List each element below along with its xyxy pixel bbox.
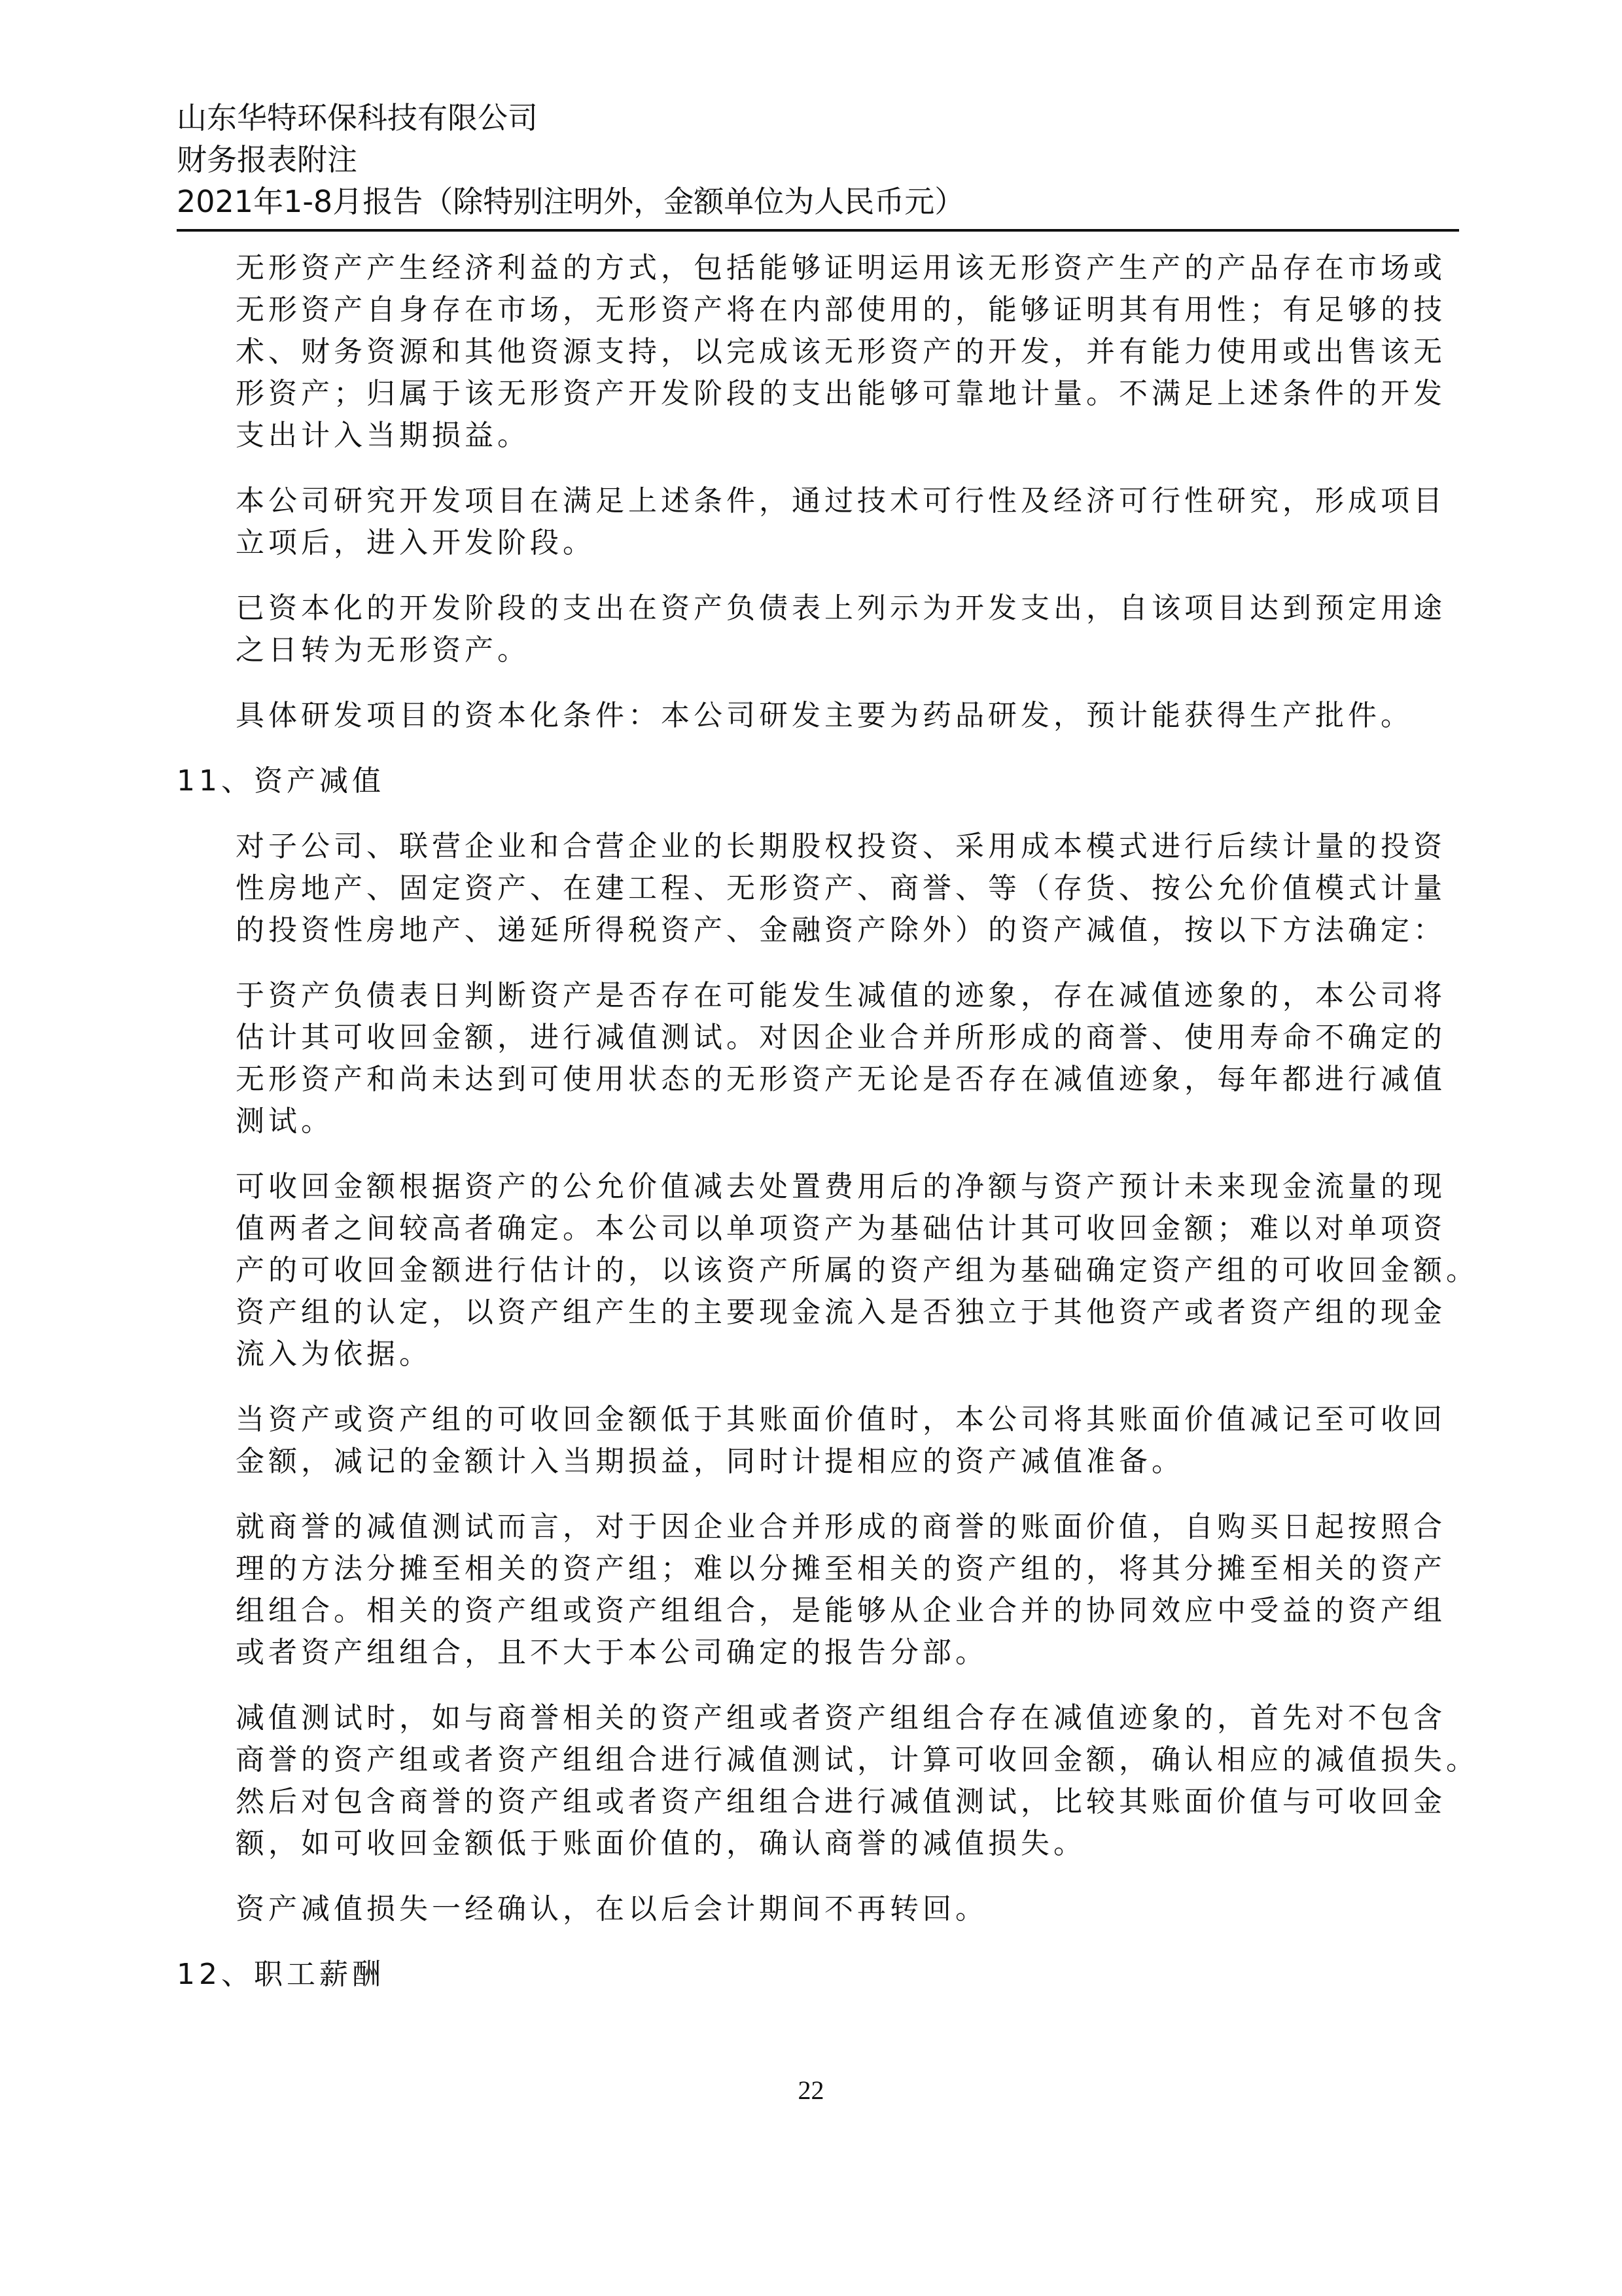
paragraph-line: 当资产或资产组的可收回金额低于其账面价值时，本公司将其账面价值减记至可收回 [236,1403,1446,1436]
paragraph-line: 流入为依据。 [236,1337,432,1371]
report-period: 2021年1-8月报告（除特别注明外，金额单位为人民币元） [177,184,965,219]
paragraph-line: 于资产负债表日判断资产是否存在可能发生减值的迹象，存在减值迹象的，本公司将 [236,979,1446,1012]
paragraph-line: 然后对包含商誉的资产组或者资产组组合进行减值测试，比较其账面价值与可收回金 [236,1785,1446,1818]
paragraph-line: 值两者之间较高者确定。本公司以单项资产为基础估计其可收回金额；难以对单项资 [236,1212,1446,1245]
paragraph-line: 支出计入当期损益。 [236,419,530,452]
paragraph [236,826,1453,951]
paragraph-line: 理的方法分摊至相关的资产组；难以分摊至相关的资产组的，将其分摊至相关的资产 [236,1552,1446,1585]
page-header [177,97,1459,222]
paragraph [236,1888,1453,1930]
document-body [177,247,1479,2019]
paragraph [236,247,1453,457]
paragraph-line: 估计其可收回金额，进行减值测试。对因企业合并所形成的商誉、使用寿命不确定的 [236,1021,1446,1054]
section-heading: 12、职工薪酬 [177,1958,385,1991]
header-divider [177,229,1459,232]
paragraph-line: 无形资产和尚未达到可使用状态的无形资产无论是否存在减值迹象，每年都进行减值 [236,1063,1446,1096]
paragraph-line: 之日转为无形资产。 [236,633,530,667]
paragraph [236,1506,1453,1674]
paragraph-line: 形资产；归属于该无形资产开发阶段的支出能够可靠地计量。不满足上述条件的开发 [236,377,1446,410]
paragraph [236,480,1453,564]
paragraph-line: 本公司研究开发项目在满足上述条件，通过技术可行性及经济可行性研究，形成项目 [236,484,1446,518]
paragraph-line: 性房地产、固定资产、在建工程、无形资产、商誉、等（存货、按公允价值模式计量 [236,872,1446,905]
paragraph-line: 对子公司、联营企业和合营企业的长期股权投资、采用成本模式进行后续计量的投资 [236,830,1446,863]
paragraph-line: 商誉的资产组或者资产组组合进行减值测试，计算可收回金额，确认相应的减值损失。 [236,1743,1479,1776]
paragraph-line: 的投资性房地产、递延所得税资产、金融资产除外）的资产减值，按以下方法确定： [236,913,1446,947]
paragraph-line: 具体研发项目的资本化条件：本公司研发主要为药品研发，预计能获得生产批件。 [236,699,1413,732]
paragraph-line: 产的可收回金额进行估计的，以该资产所属的资产组为基础确定资产组的可收回金额。 [236,1254,1479,1287]
section-heading: 11、资产减值 [177,764,385,798]
paragraph [236,1697,1479,1865]
paragraph-line: 资产减值损失一经确认，在以后会计期间不再转回。 [236,1892,988,1926]
paragraph [236,975,1453,1142]
company-name: 山东华特环保科技有限公司 [177,100,538,135]
paragraph-line: 术、财务资源和其他资源支持，以完成该无形资产的开发，并有能力使用或出售该无 [236,335,1446,368]
paragraph-line: 额，如可收回金额低于账面价值的，确认商誉的减值损失。 [236,1827,1086,1860]
paragraph-line: 资产组的认定，以资产组产生的主要现金流入是否独立于其他资产或者资产组的现金 [236,1296,1446,1329]
paragraph-line: 或者资产组组合，且不大于本公司确定的报告分部。 [236,1636,988,1669]
paragraph [236,1166,1479,1375]
page-number: 22 [798,2075,824,2105]
paragraph-line: 就商誉的减值测试而言，对于因企业合并形成的商誉的账面价值，自购买日起按照合 [236,1510,1446,1544]
paragraph [236,1399,1453,1483]
paragraph-line: 测试。 [236,1104,334,1138]
paragraph-line: 组组合。相关的资产组或资产组组合，是能够从企业合并的协同效应中受益的资产组 [236,1594,1446,1627]
paragraph [236,695,1453,737]
paragraph [236,588,1453,671]
paragraph-line: 无形资产产生经济利益的方式，包括能够证明运用该无形资产生产的产品存在市场或 [236,251,1446,285]
paragraph-line: 立项后，进入开发阶段。 [236,526,595,559]
paragraph-line: 可收回金额根据资产的公允价值减去处置费用后的净额与资产预计未来现金流量的现 [236,1170,1446,1203]
paragraph-line: 无形资产自身存在市场，无形资产将在内部使用的，能够证明其有用性；有足够的技 [236,293,1446,327]
paragraph-line: 金额，减记的金额计入当期损益，同时计提相应的资产减值准备。 [236,1445,1184,1478]
document-title: 财务报表附注 [177,142,357,177]
paragraph-line: 减值测试时，如与商誉相关的资产组或者资产组组合存在减值迹象的，首先对不包含 [236,1701,1446,1735]
paragraph-line: 已资本化的开发阶段的支出在资产负债表上列示为开发支出，自该项目达到预定用途 [236,592,1446,625]
